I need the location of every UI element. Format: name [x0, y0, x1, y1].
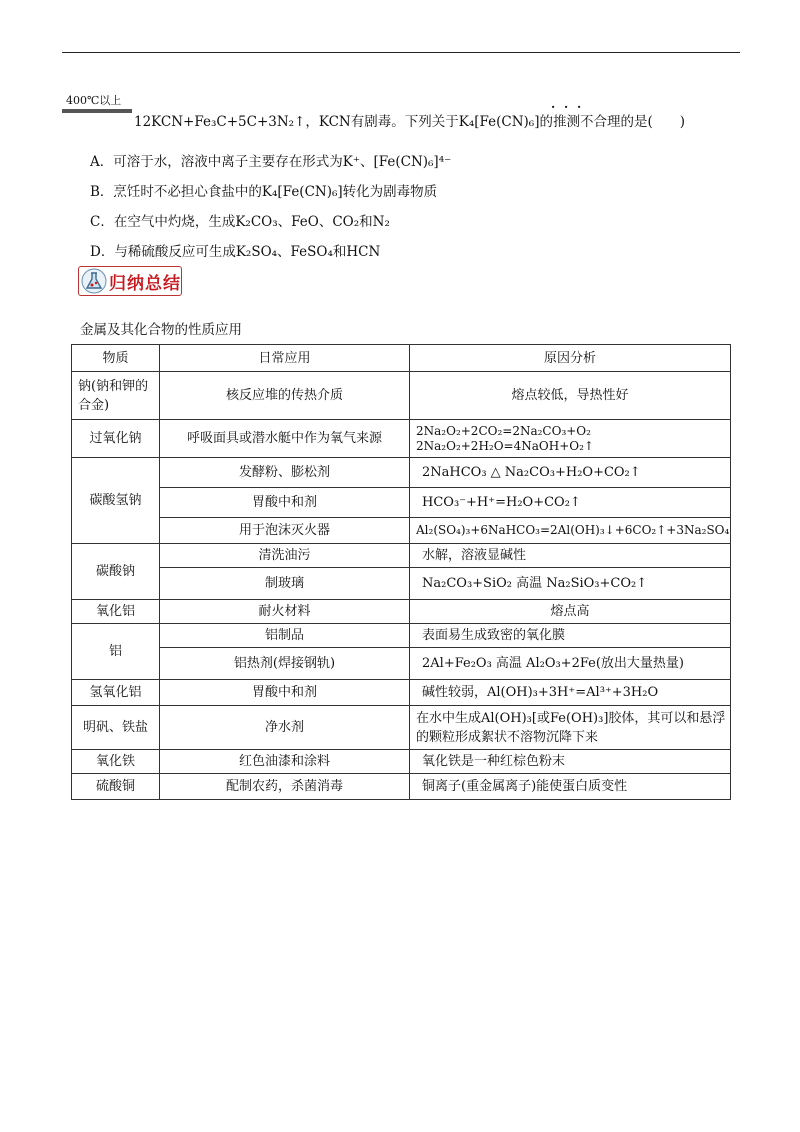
table-row [72, 488, 731, 518]
use-cell: 制玻璃 [160, 568, 410, 600]
header-reason: 原因分析 [410, 345, 731, 372]
header-substance: 物质 [72, 345, 160, 372]
use-cell: 配制农药，杀菌消毒 [160, 774, 410, 800]
table-row [72, 680, 731, 706]
table-row [72, 600, 731, 624]
substance-cell: 明矾、铁盐 [72, 706, 160, 750]
option-c: C．在空气中灼烧，生成K₂CO₃、FeO、CO₂和N₂ [90, 214, 390, 230]
table-row [72, 750, 731, 774]
summary-badge-label: 归纳总结 [109, 273, 181, 294]
emphasis-dot: · [564, 100, 569, 114]
use-cell: 用于泡沫灭火器 [160, 518, 410, 544]
reason-cell: 熔点较低，导热性好 [410, 372, 731, 420]
substance-cell: 氢氧化铝 [72, 680, 160, 706]
reason-cell: HCO₃⁻+H⁺=H₂O+CO₂↑ [410, 488, 731, 518]
use-cell: 呼吸面具或潜水艇中作为氧气来源 [160, 420, 410, 458]
substance-cell: 硫酸铜 [72, 774, 160, 800]
use-cell: 核反应堆的传热介质 [160, 372, 410, 420]
table-row [72, 706, 731, 750]
table-row [72, 544, 731, 568]
reason-cell: 2Al+Fe₂O₃ 高温 Al₂O₃+2Fe(放出大量热量) [410, 648, 731, 680]
reason-cell: 熔点高 [410, 600, 731, 624]
table-header-row [72, 345, 731, 372]
use-cell: 胃酸中和剂 [160, 680, 410, 706]
emphasis-dot: · [551, 100, 556, 114]
question-stem-text: 12KCN+Fe₃C+5C+3N₂↑，KCN有剧毒。下列关于K₄[Fe(CN)₆]的推测不合理的是( ) [134, 114, 686, 130]
reaction-condition: 400℃以上 [66, 94, 122, 107]
use-cell: 清洗油污 [160, 544, 410, 568]
reason-cell: 在水中生成Al(OH)₃[或Fe(OH)₃]胶体，其可以和悬浮的颗粒形成絮状不溶物沉降下来 [410, 706, 731, 750]
table-row [72, 568, 731, 600]
reaction-arrow-bar [62, 109, 132, 113]
reason-cell: Na₂CO₃+SiO₂ 高温 Na₂SiO₃+CO₂↑ [410, 568, 731, 600]
header-use: 日常应用 [160, 345, 410, 372]
table-row [72, 648, 731, 680]
table-row [72, 372, 731, 420]
question-stem [134, 110, 685, 130]
reason-cell: 水解，溶液显碱性 [410, 544, 731, 568]
table-title: 金属及其化合物的性质应用 [80, 322, 242, 338]
use-cell: 铝热剂(焊接钢轨) [160, 648, 410, 680]
summary-badge [78, 266, 182, 296]
table-row [72, 518, 731, 544]
substance-cell: 碳酸氢钠 [72, 458, 160, 544]
chemistry-flask-icon [81, 268, 107, 294]
table-row [72, 774, 731, 800]
use-cell: 净水剂 [160, 706, 410, 750]
reason-cell: 2NaHCO₃ △ Na₂CO₃+H₂O+CO₂↑ [410, 458, 731, 488]
header-rule [62, 52, 740, 53]
use-cell: 红色油漆和涂料 [160, 750, 410, 774]
use-cell: 耐火材料 [160, 600, 410, 624]
substance-cell: 钠(钠和钾的合金) [72, 372, 160, 420]
substance-cell: 铝 [72, 624, 160, 680]
option-a: A．可溶于水，溶液中离子主要存在形式为K⁺、[Fe(CN)₆]⁴⁻ [90, 154, 452, 170]
table-row [72, 624, 731, 648]
option-b: B．烹饪时不必担心食盐中的K₄[Fe(CN)₆]转化为剧毒物质 [90, 184, 438, 200]
substance-cell: 过氧化钠 [72, 420, 160, 458]
table-row [72, 420, 731, 458]
use-cell: 铝制品 [160, 624, 410, 648]
substance-cell: 氧化铝 [72, 600, 160, 624]
table-row [72, 458, 731, 488]
use-cell: 发酵粉、膨松剂 [160, 458, 410, 488]
reason-cell: 铜离子(重金属离子)能使蛋白质变性 [410, 774, 731, 800]
use-cell: 胃酸中和剂 [160, 488, 410, 518]
substance-cell: 氧化铁 [72, 750, 160, 774]
option-d: D．与稀硫酸反应可生成K₂SO₄、FeSO₄和HCN [90, 244, 381, 260]
reason-cell: Al₂(SO₄)₃+6NaHCO₃=2Al(OH)₃↓+6CO₂↑+3Na₂SO₄ [410, 518, 731, 544]
properties-table [71, 344, 731, 800]
substance-cell: 碳酸钠 [72, 544, 160, 600]
reason-cell: 氧化铁是一种红棕色粉末 [410, 750, 731, 774]
reason-cell: 碱性较弱，Al(OH)₃+3H⁺=Al³⁺+3H₂O [410, 680, 731, 706]
reason-cell: 表面易生成致密的氧化膜 [410, 624, 731, 648]
emphasis-dot: · [577, 100, 582, 114]
reason-cell: 2Na₂O₂+2CO₂=2Na₂CO₃+O₂ 2Na₂O₂+2H₂O=4NaOH+O₂↑ [410, 420, 731, 458]
